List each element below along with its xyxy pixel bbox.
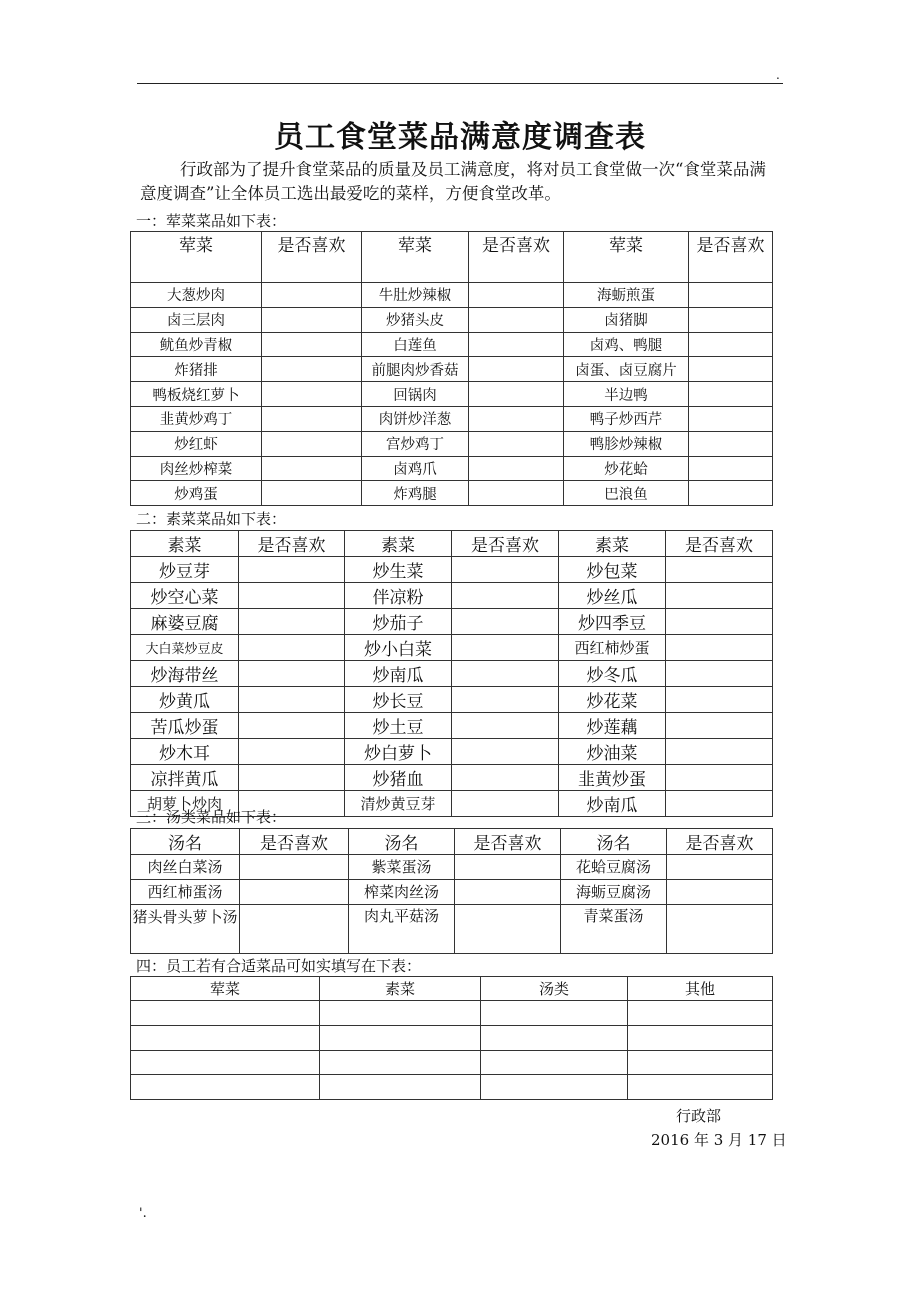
soup-like-cell[interactable] xyxy=(240,879,349,904)
page-title: 员工食堂菜品满意度调查表 xyxy=(274,120,646,155)
meat-dish-name: 炸鸡腿 xyxy=(362,481,469,506)
meat-like-cell[interactable] xyxy=(262,431,362,456)
suggest-input-cell[interactable] xyxy=(320,1001,481,1026)
table-row xyxy=(131,879,773,904)
veg-dish-name: 炒油菜 xyxy=(559,739,666,765)
table-row xyxy=(131,1075,773,1100)
meat-like-cell[interactable] xyxy=(469,332,564,357)
veg-like-cell[interactable] xyxy=(666,739,773,765)
header-rule xyxy=(137,83,783,84)
veg-header-cell: 素菜 xyxy=(131,531,239,557)
veg-like-cell[interactable] xyxy=(452,791,559,817)
veg-dish-name: 韭黄炒蛋 xyxy=(559,765,666,791)
signature-date: 2016 年 3 月 17 日 xyxy=(651,1131,787,1149)
meat-header-cell: 荤菜 xyxy=(131,232,262,283)
table-row xyxy=(131,904,773,953)
meat-dish-name: 大葱炒肉 xyxy=(131,283,262,308)
soup-dish-name: 肉丝白菜汤 xyxy=(131,855,240,880)
veg-dish-name: 胡萝卜炒肉 xyxy=(131,791,239,817)
meat-like-cell[interactable] xyxy=(262,456,362,481)
table-row xyxy=(131,739,773,765)
table-row xyxy=(131,481,773,506)
veg-like-cell[interactable] xyxy=(239,661,345,687)
meat-dish-name: 海蛎煎蛋 xyxy=(564,283,689,308)
meat-like-cell[interactable] xyxy=(689,456,773,481)
table-row xyxy=(131,713,773,739)
meat-dish-name: 肉饼炒洋葱 xyxy=(362,406,469,431)
meat-dish-name: 卤蛋、卤豆腐片 xyxy=(564,357,689,382)
soup-dish-name: 猪头骨头萝卜汤 xyxy=(131,904,240,953)
meat-dish-name: 牛肚炒辣椒 xyxy=(362,283,469,308)
meat-dish-name: 炒花蛤 xyxy=(564,456,689,481)
veg-dish-name: 清炒黄豆芽 xyxy=(345,791,452,817)
meat-dish-name: 韭黄炒鸡丁 xyxy=(131,406,262,431)
suggest-input-cell[interactable] xyxy=(481,1050,628,1075)
table-row xyxy=(131,635,773,661)
meat-like-cell[interactable] xyxy=(689,332,773,357)
suggest-table xyxy=(130,976,773,1100)
soup-dish-name: 海蛎豆腐汤 xyxy=(561,879,667,904)
veg-like-cell[interactable] xyxy=(666,609,773,635)
veg-dish-name: 炒豆芽 xyxy=(131,557,239,583)
meat-header-cell: 荤菜 xyxy=(564,232,689,283)
veg-table xyxy=(130,530,773,817)
veg-dish-name: 炒黄瓜 xyxy=(131,687,239,713)
meat-like-cell[interactable] xyxy=(262,481,362,506)
table-row xyxy=(131,855,773,880)
suggest-input-cell[interactable] xyxy=(131,1025,320,1050)
meat-header-cell: 荤菜 xyxy=(362,232,469,283)
meat-like-cell[interactable] xyxy=(262,406,362,431)
table-row xyxy=(131,307,773,332)
meat-like-cell[interactable] xyxy=(689,431,773,456)
meat-like-cell[interactable] xyxy=(469,481,564,506)
meat-dish-name: 前腿肉炒香菇 xyxy=(362,357,469,382)
meat-dish-name: 回锅肉 xyxy=(362,382,469,407)
table-row xyxy=(131,283,773,308)
meat-dish-name: 炒鸡蛋 xyxy=(131,481,262,506)
veg-dish-name: 炒南瓜 xyxy=(345,661,452,687)
veg-dish-name: 西红柿炒蛋 xyxy=(559,635,666,661)
veg-like-cell[interactable] xyxy=(239,687,345,713)
suggest-input-cell[interactable] xyxy=(131,1001,320,1026)
veg-like-cell[interactable] xyxy=(666,661,773,687)
meat-like-cell[interactable] xyxy=(262,283,362,308)
meat-dish-name: 半边鸭 xyxy=(564,382,689,407)
veg-dish-name: 炒海带丝 xyxy=(131,661,239,687)
meat-like-cell[interactable] xyxy=(262,382,362,407)
meat-dish-name: 肉丝炒榨菜 xyxy=(131,456,262,481)
meat-like-cell[interactable] xyxy=(469,382,564,407)
meat-like-cell[interactable] xyxy=(262,357,362,382)
section-veg-label: 二：素菜菜品如下表： xyxy=(136,510,287,528)
soup-like-cell[interactable] xyxy=(667,855,773,880)
meat-like-cell[interactable] xyxy=(689,406,773,431)
soup-like-cell[interactable] xyxy=(667,879,773,904)
veg-like-cell[interactable] xyxy=(452,661,559,687)
veg-dish-name: 炒生菜 xyxy=(345,557,452,583)
veg-dish-name: 炒土豆 xyxy=(345,713,452,739)
signature-department: 行政部 xyxy=(676,1107,722,1125)
soup-dish-name: 花蛤豆腐汤 xyxy=(561,855,667,880)
table-row xyxy=(131,583,773,609)
meat-header-cell: 是否喜欢 xyxy=(262,232,362,283)
veg-like-cell[interactable] xyxy=(666,687,773,713)
section-soup-label: 三：汤类菜品如下表： xyxy=(136,808,287,826)
meat-dish-name: 炒红虾 xyxy=(131,431,262,456)
table-row xyxy=(131,1050,773,1075)
veg-dish-name: 炒四季豆 xyxy=(559,609,666,635)
veg-dish-name: 苦瓜炒蛋 xyxy=(131,713,239,739)
table-row xyxy=(131,765,773,791)
suggest-header-cell: 其他 xyxy=(628,977,773,1001)
table-row xyxy=(131,431,773,456)
table-row xyxy=(131,661,773,687)
meat-like-cell[interactable] xyxy=(689,283,773,308)
meat-like-cell[interactable] xyxy=(469,307,564,332)
meat-like-cell[interactable] xyxy=(262,307,362,332)
meat-like-cell[interactable] xyxy=(689,357,773,382)
veg-like-cell[interactable] xyxy=(452,609,559,635)
meat-dish-name: 巴浪鱼 xyxy=(564,481,689,506)
soup-dish-name: 青菜蛋汤 xyxy=(561,904,667,953)
veg-like-cell[interactable] xyxy=(452,557,559,583)
soup-dish-name: 榨菜肉丝汤 xyxy=(349,879,455,904)
table-row xyxy=(131,332,773,357)
veg-like-cell[interactable] xyxy=(452,635,559,661)
meat-dish-name: 卤猪脚 xyxy=(564,307,689,332)
soup-like-cell[interactable] xyxy=(240,904,349,953)
table-row xyxy=(131,557,773,583)
veg-like-cell[interactable] xyxy=(666,583,773,609)
table-row xyxy=(131,357,773,382)
veg-header-cell: 是否喜欢 xyxy=(452,531,559,557)
veg-header-cell: 素菜 xyxy=(345,531,452,557)
suggest-input-cell[interactable] xyxy=(131,1075,320,1100)
veg-like-cell[interactable] xyxy=(239,765,345,791)
meat-dish-name: 鱿鱼炒青椒 xyxy=(131,332,262,357)
veg-dish-name: 炒空心菜 xyxy=(131,583,239,609)
veg-header-cell: 是否喜欢 xyxy=(239,531,345,557)
meat-like-cell[interactable] xyxy=(262,332,362,357)
suggest-header-cell: 荤菜 xyxy=(131,977,320,1001)
intro-paragraph: 行政部为了提升食堂菜品的质量及员工满意度，将对员工食堂做一次“食堂菜品满意度调查”让全体员工选出最爱吃的菜样，方便食堂改革。 xyxy=(140,160,766,203)
table-row xyxy=(131,382,773,407)
veg-like-cell[interactable] xyxy=(239,583,345,609)
veg-dish-name: 炒茄子 xyxy=(345,609,452,635)
table-row xyxy=(131,609,773,635)
meat-like-cell[interactable] xyxy=(469,456,564,481)
suggest-input-cell[interactable] xyxy=(628,1050,773,1075)
meat-dish-name: 宫炒鸡丁 xyxy=(362,431,469,456)
meat-like-cell[interactable] xyxy=(469,357,564,382)
soup-like-cell[interactable] xyxy=(455,879,561,904)
header-dot: . xyxy=(776,68,780,82)
suggest-input-cell[interactable] xyxy=(131,1050,320,1075)
meat-header-cell: 是否喜欢 xyxy=(469,232,564,283)
soup-header-cell: 是否喜欢 xyxy=(667,829,773,855)
veg-dish-name: 炒白萝卜 xyxy=(345,739,452,765)
soup-dish-name: 西红柿蛋汤 xyxy=(131,879,240,904)
veg-like-cell[interactable] xyxy=(452,687,559,713)
veg-like-cell[interactable] xyxy=(239,557,345,583)
suggest-input-cell[interactable] xyxy=(481,1025,628,1050)
veg-dish-name: 炒丝瓜 xyxy=(559,583,666,609)
veg-like-cell[interactable] xyxy=(239,713,345,739)
meat-dish-name: 鸭板烧红萝卜 xyxy=(131,382,262,407)
table-row xyxy=(131,406,773,431)
suggest-input-cell[interactable] xyxy=(320,1075,481,1100)
veg-dish-name: 炒长豆 xyxy=(345,687,452,713)
veg-dish-name: 炒莲藕 xyxy=(559,713,666,739)
suggest-input-cell[interactable] xyxy=(320,1025,481,1050)
veg-dish-name: 伴凉粉 xyxy=(345,583,452,609)
veg-dish-name: 凉拌黄瓜 xyxy=(131,765,239,791)
meat-dish-name: 炒猪头皮 xyxy=(362,307,469,332)
meat-like-cell[interactable] xyxy=(689,307,773,332)
meat-dish-name: 鸭胗炒辣椒 xyxy=(564,431,689,456)
veg-like-cell[interactable] xyxy=(452,583,559,609)
meat-dish-name: 卤鸡、鸭腿 xyxy=(564,332,689,357)
soup-header-cell: 是否喜欢 xyxy=(455,829,561,855)
meat-like-cell[interactable] xyxy=(469,283,564,308)
suggest-header-cell: 素菜 xyxy=(320,977,481,1001)
soup-like-cell[interactable] xyxy=(455,904,561,953)
veg-dish-name: 炒木耳 xyxy=(131,739,239,765)
soup-table xyxy=(130,828,773,954)
suggest-input-cell[interactable] xyxy=(481,1001,628,1026)
soup-header-cell: 汤名 xyxy=(131,829,240,855)
soup-dish-name: 紫菜蛋汤 xyxy=(349,855,455,880)
veg-dish-name: 大白菜炒豆皮 xyxy=(131,635,239,661)
meat-header-cell: 是否喜欢 xyxy=(689,232,773,283)
suggest-input-cell[interactable] xyxy=(481,1075,628,1100)
veg-dish-name: 炒包菜 xyxy=(559,557,666,583)
veg-header-cell: 是否喜欢 xyxy=(666,531,773,557)
meat-like-cell[interactable] xyxy=(689,481,773,506)
meat-like-cell[interactable] xyxy=(689,382,773,407)
veg-like-cell[interactable] xyxy=(239,609,345,635)
veg-dish-name: 炒冬瓜 xyxy=(559,661,666,687)
veg-dish-name: 麻婆豆腐 xyxy=(131,609,239,635)
meat-dish-name: 卤鸡爪 xyxy=(362,456,469,481)
suggest-input-cell[interactable] xyxy=(628,1075,773,1100)
veg-like-cell[interactable] xyxy=(666,791,773,817)
soup-like-cell[interactable] xyxy=(667,904,773,953)
suggest-header-cell: 汤类 xyxy=(481,977,628,1001)
veg-header-cell: 素菜 xyxy=(559,531,666,557)
veg-like-cell[interactable] xyxy=(452,739,559,765)
meat-like-cell[interactable] xyxy=(469,406,564,431)
section-meat-label: 一：荤菜菜品如下表： xyxy=(136,212,287,230)
soup-like-cell[interactable] xyxy=(455,855,561,880)
footer-mark: '. xyxy=(139,1206,147,1221)
meat-dish-name: 炸猪排 xyxy=(131,357,262,382)
veg-dish-name: 炒南瓜 xyxy=(559,791,666,817)
meat-like-cell[interactable] xyxy=(469,431,564,456)
veg-like-cell[interactable] xyxy=(239,635,345,661)
meat-table xyxy=(130,231,773,506)
veg-like-cell[interactable] xyxy=(666,713,773,739)
veg-dish-name: 炒猪血 xyxy=(345,765,452,791)
soup-dish-name: 肉丸平菇汤 xyxy=(349,904,455,953)
table-row xyxy=(131,1001,773,1026)
veg-like-cell[interactable] xyxy=(666,635,773,661)
section-suggest-label: 四：员工若有合适菜品可如实填写在下表： xyxy=(136,957,422,975)
veg-like-cell[interactable] xyxy=(666,765,773,791)
soup-header-cell: 是否喜欢 xyxy=(240,829,349,855)
soup-like-cell[interactable] xyxy=(240,855,349,880)
suggest-input-cell[interactable] xyxy=(628,1001,773,1026)
veg-like-cell[interactable] xyxy=(239,739,345,765)
veg-like-cell[interactable] xyxy=(452,713,559,739)
veg-dish-name: 炒花菜 xyxy=(559,687,666,713)
meat-dish-name: 鸭子炒西芹 xyxy=(564,406,689,431)
meat-dish-name: 白莲鱼 xyxy=(362,332,469,357)
soup-header-cell: 汤名 xyxy=(561,829,667,855)
table-row xyxy=(131,687,773,713)
veg-like-cell[interactable] xyxy=(666,557,773,583)
veg-like-cell[interactable] xyxy=(452,765,559,791)
table-row xyxy=(131,456,773,481)
veg-dish-name: 炒小白菜 xyxy=(345,635,452,661)
soup-header-cell: 汤名 xyxy=(349,829,455,855)
table-row xyxy=(131,1025,773,1050)
meat-dish-name: 卤三层肉 xyxy=(131,307,262,332)
suggest-input-cell[interactable] xyxy=(320,1050,481,1075)
suggest-input-cell[interactable] xyxy=(628,1025,773,1050)
